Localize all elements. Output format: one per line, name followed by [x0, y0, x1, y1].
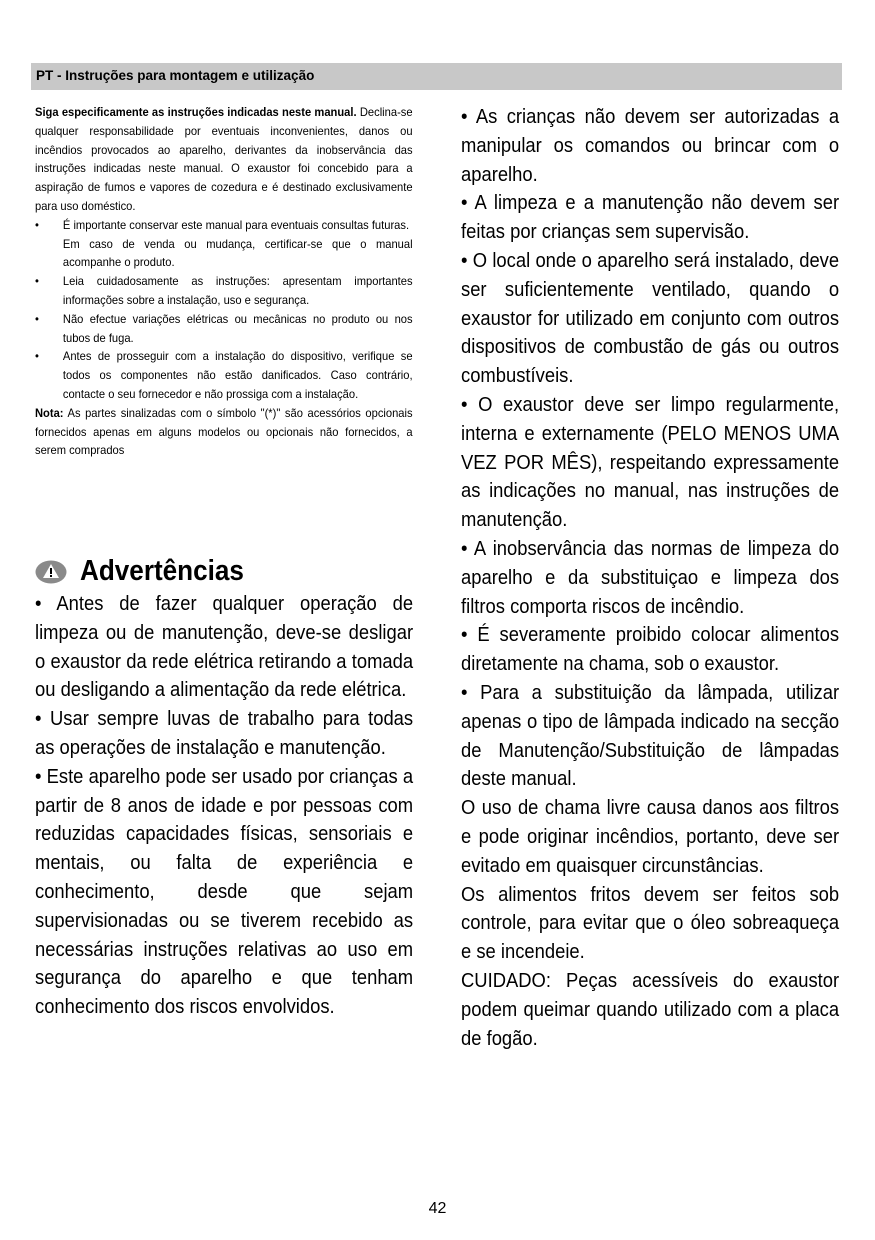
section-header-title: PT - Instruções para montagem e utilização: [36, 68, 315, 83]
intro-bullet: • É importante conservar este manual para eventuais consultas futuras. Em caso de venda ou mudança, certificar-se que o manual acompanhe o produto.: [35, 216, 413, 272]
intro-column: [35, 103, 413, 460]
warning-icon: [35, 560, 67, 584]
warnings-right-column: [461, 103, 839, 1053]
intro-lead-text: Declina-se qualquer responsabilidade por eventuais inconvenientes, danos ou incêndios provocados ao aparelho, derivantes da inobservância das instruções indicadas neste manual. O exaustor foi concebido para a aspiração de fumos e vapores de cozedura e é destinado exclusivamente para uso doméstico.: [35, 105, 413, 213]
intro-lead-bold: Siga especificamente as instruções indicadas neste manual.: [35, 105, 357, 119]
warning-item: • As crianças não devem ser autorizadas a manipular os comandos ou brincar com o aparelho.: [461, 106, 840, 186]
warning-item: • O local onde o aparelho será instalado, deve ser suficientemente ventilado, quando o exaustor for utilizado em conjunto com outros dispositivos de combustão de gás ou outros combustíveis.: [461, 249, 840, 388]
warning-item: • Antes de fazer qualquer operação de limpeza ou de manutenção, deve-se desligar o exaustor da rede elétrica retirando a tomada ou desligando a alimentação da rede elétrica.: [35, 593, 414, 702]
intro-bullet-text: Antes de prosseguir com a instalação do dispositivo, verifique se todos os componentes não estão danificados. Caso contrário, contacte o seu fornecedor e não prossiga com a instalação.: [62, 349, 413, 401]
intro-note-label: Nota:: [35, 405, 64, 420]
intro-lead: [35, 103, 413, 216]
warnings-title: Advertências: [80, 555, 244, 587]
intro-bullet-subtext: Em caso de venda ou mudança, certificar-se que o manual acompanhe o produto.: [62, 236, 413, 270]
intro-bullet: • Não efectue variações elétricas ou mecânicas no produto ou nos tubos de fuga.: [35, 311, 413, 345]
intro-note-text: As partes sinalizadas com o símbolo "(*)" são acessórios opcionais fornecidos apenas em alguns modelos ou opcionais não fornecidos, a serem comprados: [35, 405, 413, 458]
warning-item: O uso de chama livre causa danos aos filtros e pode originar incêndios, portanto, deve ser evitado em quaisquer circunstâncias.: [461, 797, 840, 877]
intro-bullet: • Leia cuidadosamente as instruções: apresentam importantes informações sobre a instalação, uso e segurança.: [35, 274, 413, 307]
intro-bullet-text: Leia cuidadosamente as instruções: apresentam importantes informações sobre a instalação, uso e segurança.: [62, 274, 413, 307]
warning-item: • A inobservância das normas de limpeza do aparelho e da substituiçao e limpeza dos filtros comporta riscos de incêndio.: [461, 537, 840, 618]
warning-item: • É severamente proibido colocar alimentos diretamente na chama, sob o exaustor.: [461, 624, 840, 676]
page-number: 42: [428, 1200, 447, 1217]
warnings-heading: [35, 555, 262, 588]
warning-item: • Usar sempre luvas de trabalho para todas as operações de instalação e manutenção.: [35, 708, 414, 759]
warnings-left-column: [35, 590, 413, 1022]
intro-note: [35, 404, 413, 460]
warning-item: • Para a substituição da lâmpada, utilizar apenas o tipo de lâmpada indicado na secção de Manutenção/Substituição de lâmpadas deste manual.: [461, 681, 840, 791]
intro-text: [35, 103, 413, 460]
intro-bullet-text: Não efectue variações elétricas ou mecânicas no produto ou nos tubos de fuga.: [62, 311, 413, 345]
warning-item: • Este aparelho pode ser usado por crianças a partir de 8 anos de idade e por pessoas com reduzidas capacidades físicas, sensoriais e mentais, ou falta de experiência e conhecimento, desde que sejam supervisionadas ou se tiverem recebido as necessárias instruções relativas ao uso em segurança do aparelho e que tenham conhecimento dos riscos envolvidos.: [35, 765, 414, 1019]
warning-item: • O exaustor deve ser limpo regularmente, interna e externamente (PELO MENOS UMA VEZ POR MÊS), respeitando expressamente as indicações no manual, nas instruções de manutenção.: [461, 393, 840, 532]
intro-bullet: • Antes de prosseguir com a instalação do dispositivo, verifique se todos os componentes não estão danificados. Caso contrário, contacte o seu fornecedor e não prossiga com a instalação.: [35, 349, 413, 401]
warning-item: • A limpeza e a manutenção não devem ser feitas por crianças sem supervisão.: [461, 192, 840, 244]
intro-bullet-list: [35, 216, 413, 404]
intro-bullet-text: É importante conservar este manual para eventuais consultas futuras.: [62, 217, 410, 232]
warning-item: Os alimentos fritos devem ser feitos sob controle, para evitar que o óleo sobreaqueça e se incendeie.: [461, 883, 840, 964]
warning-item: CUIDADO: Peças acessíveis do exaustor podem queimar quando utilizado com a placa de fogão.: [461, 969, 840, 1050]
section-header: [31, 63, 842, 90]
